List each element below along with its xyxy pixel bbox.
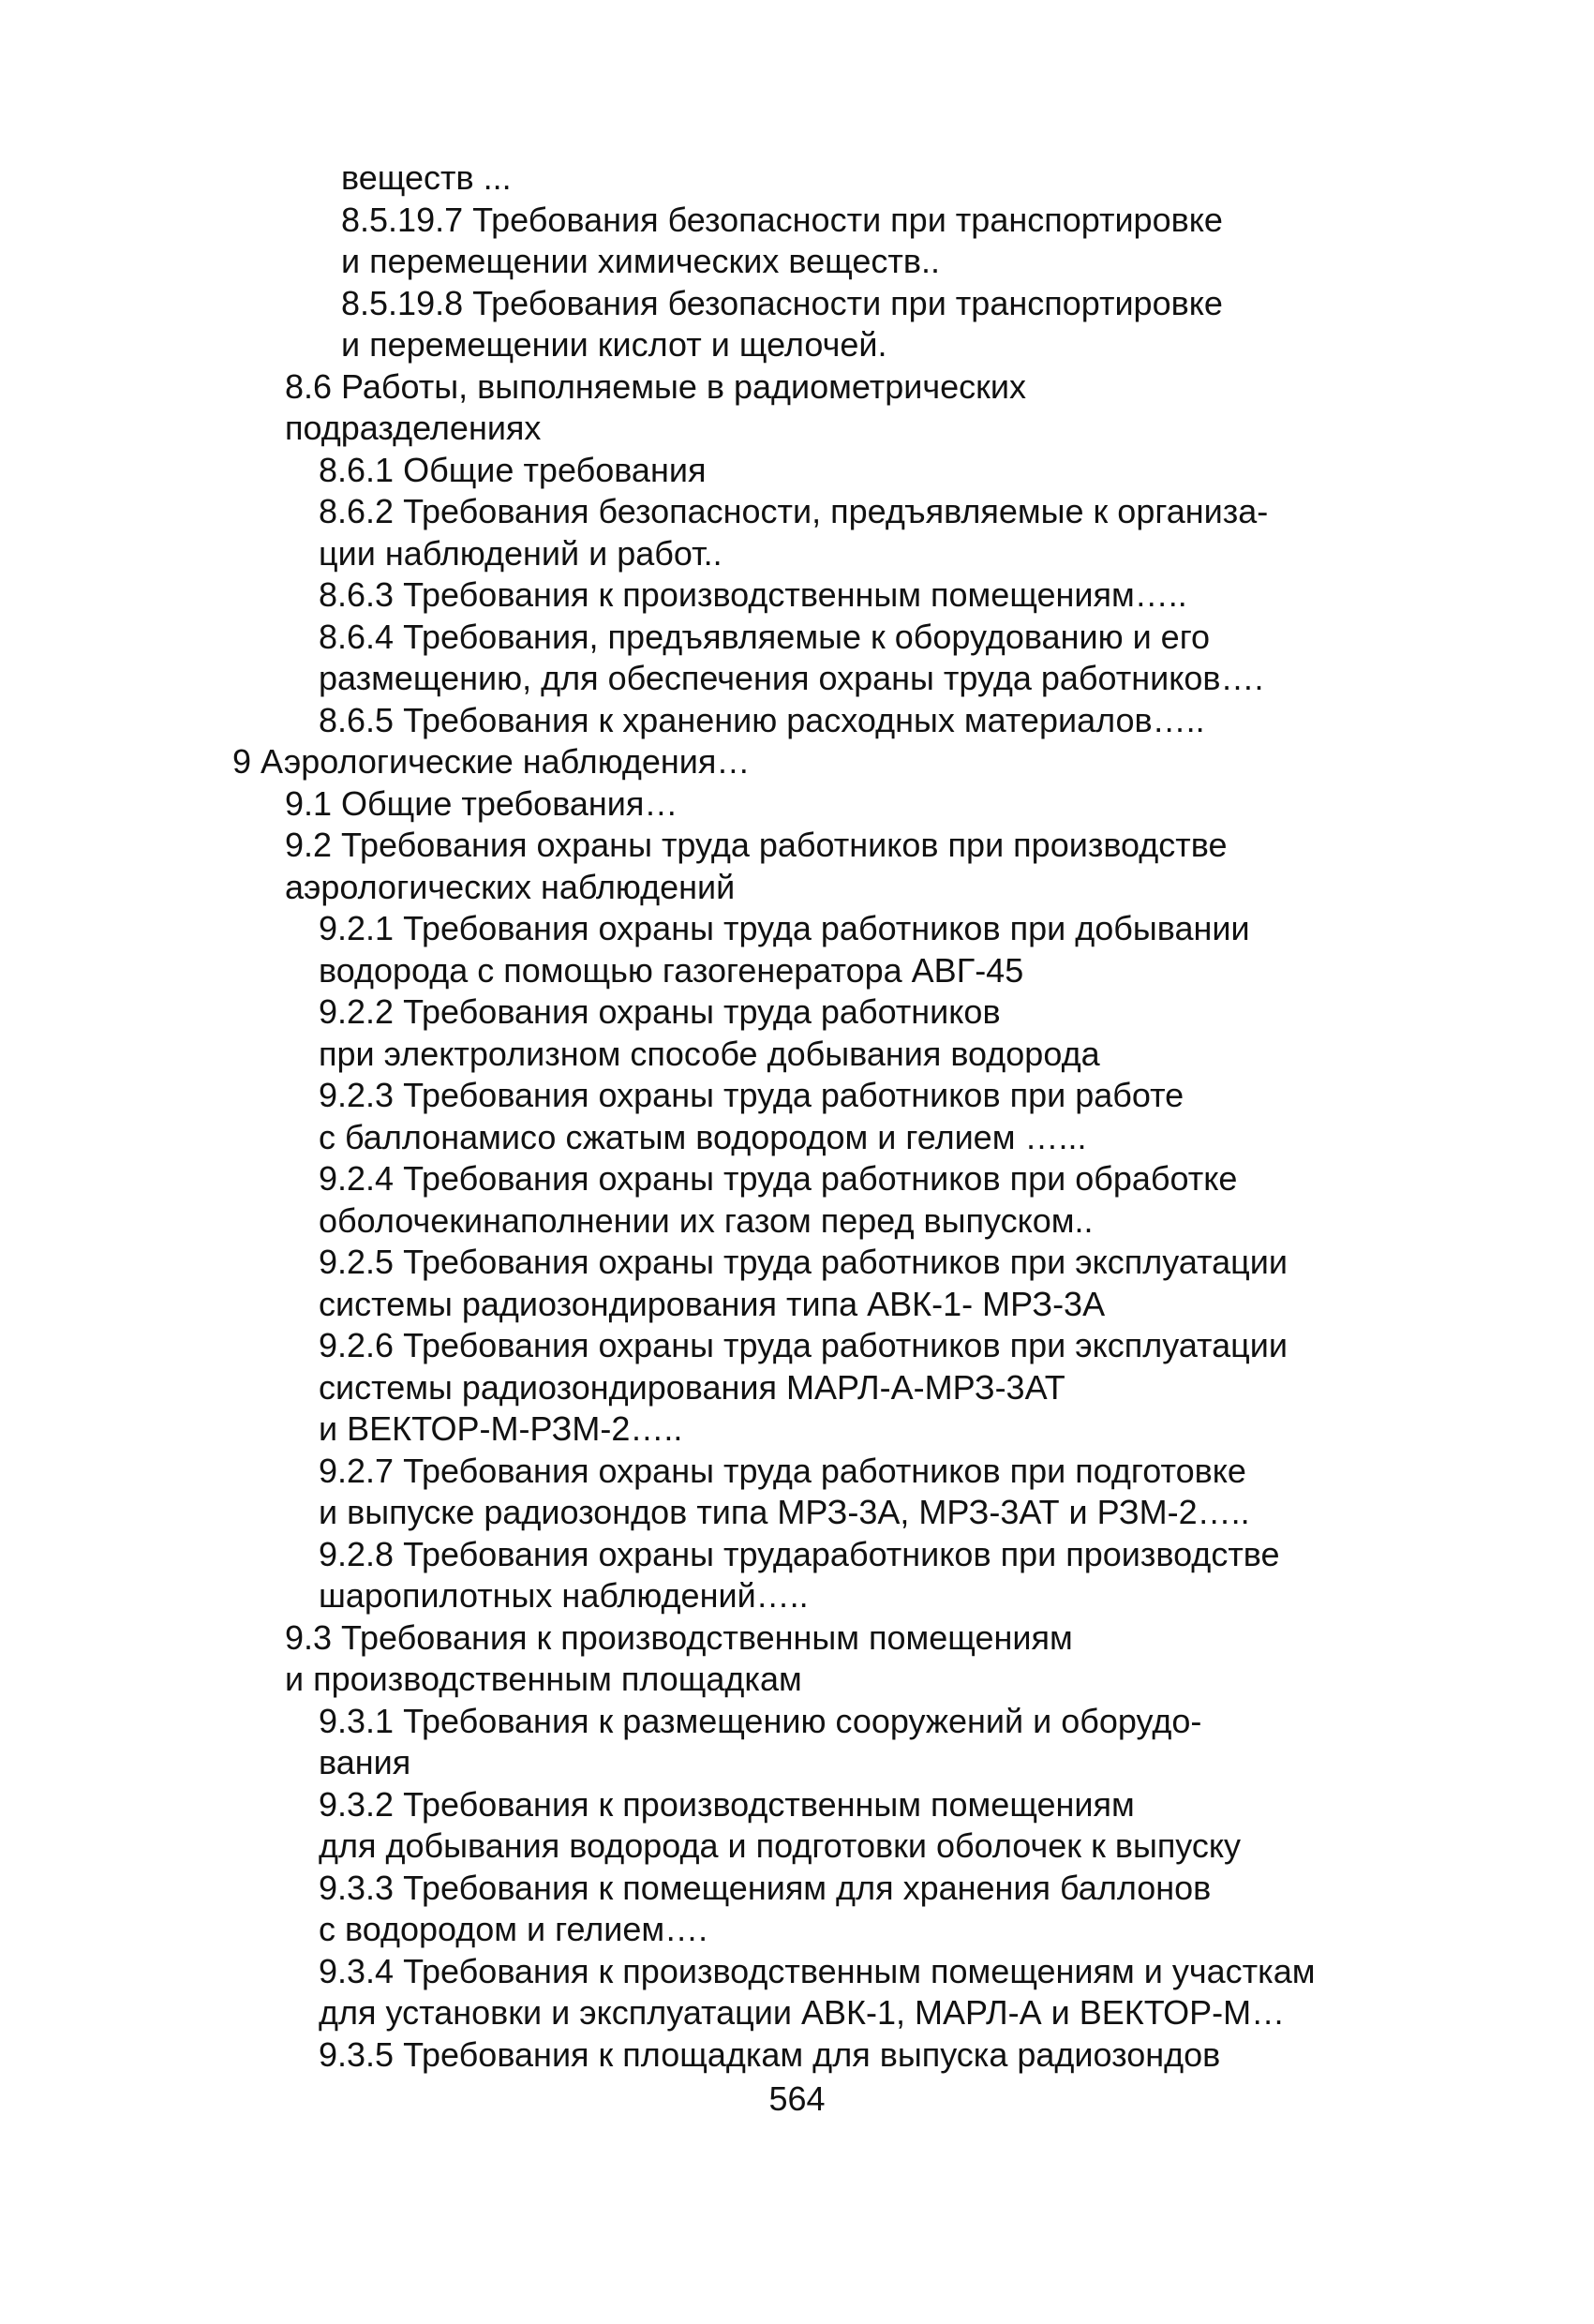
toc-line: водорода с помощью газогенератора АВГ-45 <box>319 950 1024 990</box>
toc-line: размещению, для обеспечения охраны труда работников…. <box>319 659 1264 697</box>
table-of-contents <box>0 157 1594 2076</box>
toc-line: 8.6.2 Требования безопасности, предъявляемые к организа- <box>319 492 1269 530</box>
toc-line: и ВЕКТОР-М-РЗМ-2….. <box>319 1409 683 1448</box>
toc-line: и выпуске радиозондов типа МРЗ-3А, МРЗ-3АТ и РЗМ-2….. <box>319 1493 1250 1531</box>
toc-line: 8.6.3 Требования к производственным помещениям….. <box>319 575 1187 614</box>
toc-line: 9.2.2 Требования охраны труда работников <box>319 992 1001 1031</box>
toc-line: с баллонамисо сжатым водородом и гелием …... <box>319 1117 1087 1156</box>
toc-line: 9.2.6 Требования охраны труда работников при эксплуатации <box>319 1326 1288 1364</box>
toc-line: 8.5.19.8 Требования безопасности при транспортировке <box>341 283 1223 322</box>
toc-line: 9.3.5 Требования к площадкам для выпуска радиозондов <box>319 2034 1221 2074</box>
toc-line: 8.6 Работы, выполняемые в радиометрических <box>285 366 1027 406</box>
toc-line: для установки и эксплуатации АВК-1, МАРЛ-А и ВЕКТОР-М… <box>319 1993 1286 2032</box>
toc-line: и перемещении химических веществ.. <box>341 242 940 280</box>
page-number: 564 <box>768 2079 826 2118</box>
toc-line: 9.3.2 Требования к производственным помещениям <box>319 1784 1135 1824</box>
toc-line: 9.3.1 Требования к размещению сооружений и оборудо- <box>319 1701 1202 1740</box>
toc-line: системы радиозондирования типа АВК-1- МРЗ-3А <box>319 1284 1106 1323</box>
toc-line: при электролизном способе добывания водорода <box>319 1034 1100 1073</box>
toc-line: 9.2 Требования охраны труда работников при производстве <box>285 826 1228 864</box>
toc-line: 9.3.3 Требования к помещениям для хранения баллонов <box>319 1868 1212 1907</box>
toc-line: шаропилотных наблюдений….. <box>319 1576 809 1615</box>
toc-line: 9.2.1 Требования охраны труда работников при добывании <box>319 909 1250 947</box>
toc-line: оболочекинаполнении их газом перед выпуском.. <box>319 1200 1094 1240</box>
toc-line: с водородом и гелием…. <box>319 1910 708 1948</box>
toc-line: 9.3 Требования к производственным помещениям <box>285 1617 1073 1657</box>
toc-line: 9.2.7 Требования охраны труда работников при подготовке <box>319 1451 1246 1490</box>
toc-line: подразделениях <box>285 409 542 447</box>
toc-line: аэрологических наблюдений <box>285 867 736 906</box>
toc-line: 9.3.4 Требования к производственным помещениям и участкам <box>319 1951 1316 1990</box>
toc-line: и производственным площадкам <box>285 1660 802 1698</box>
toc-line: 8.6.5 Требования к хранению расходных материалов….. <box>319 700 1205 739</box>
toc-line: 8.5.19.7 Требования безопасности при транспортировке <box>341 200 1223 239</box>
toc-line: для добывания водорода и подготовки оболочек к выпуску <box>319 1826 1242 1865</box>
toc-line: 8.6.4 Требования, предъявляемые к оборудованию и его <box>319 617 1211 656</box>
toc-line: и перемещении кислот и щелочей. <box>341 325 887 364</box>
toc-line: вания <box>319 1743 411 1781</box>
toc-line: веществ ... <box>341 158 512 197</box>
toc-line: 9.2.8 Требования охраны трудаработников при производстве <box>319 1534 1280 1573</box>
toc-line: 9 Аэрологические наблюдения… <box>232 742 751 781</box>
toc-line: 9.2.5 Требования охраны труда работников при эксплуатации <box>319 1243 1288 1281</box>
toc-line: 9.1 Общие требования… <box>285 783 678 823</box>
toc-line: 8.6.1 Общие требования <box>319 450 707 489</box>
toc-line: 9.2.4 Требования охраны труда работников при обработке <box>319 1159 1238 1198</box>
toc-line: 9.2.3 Требования охраны труда работников при работе <box>319 1076 1184 1114</box>
toc-line: ции наблюдений и работ.. <box>319 533 723 573</box>
toc-line: системы радиозондирования МАРЛ-А-МРЗ-3АТ <box>319 1367 1065 1407</box>
